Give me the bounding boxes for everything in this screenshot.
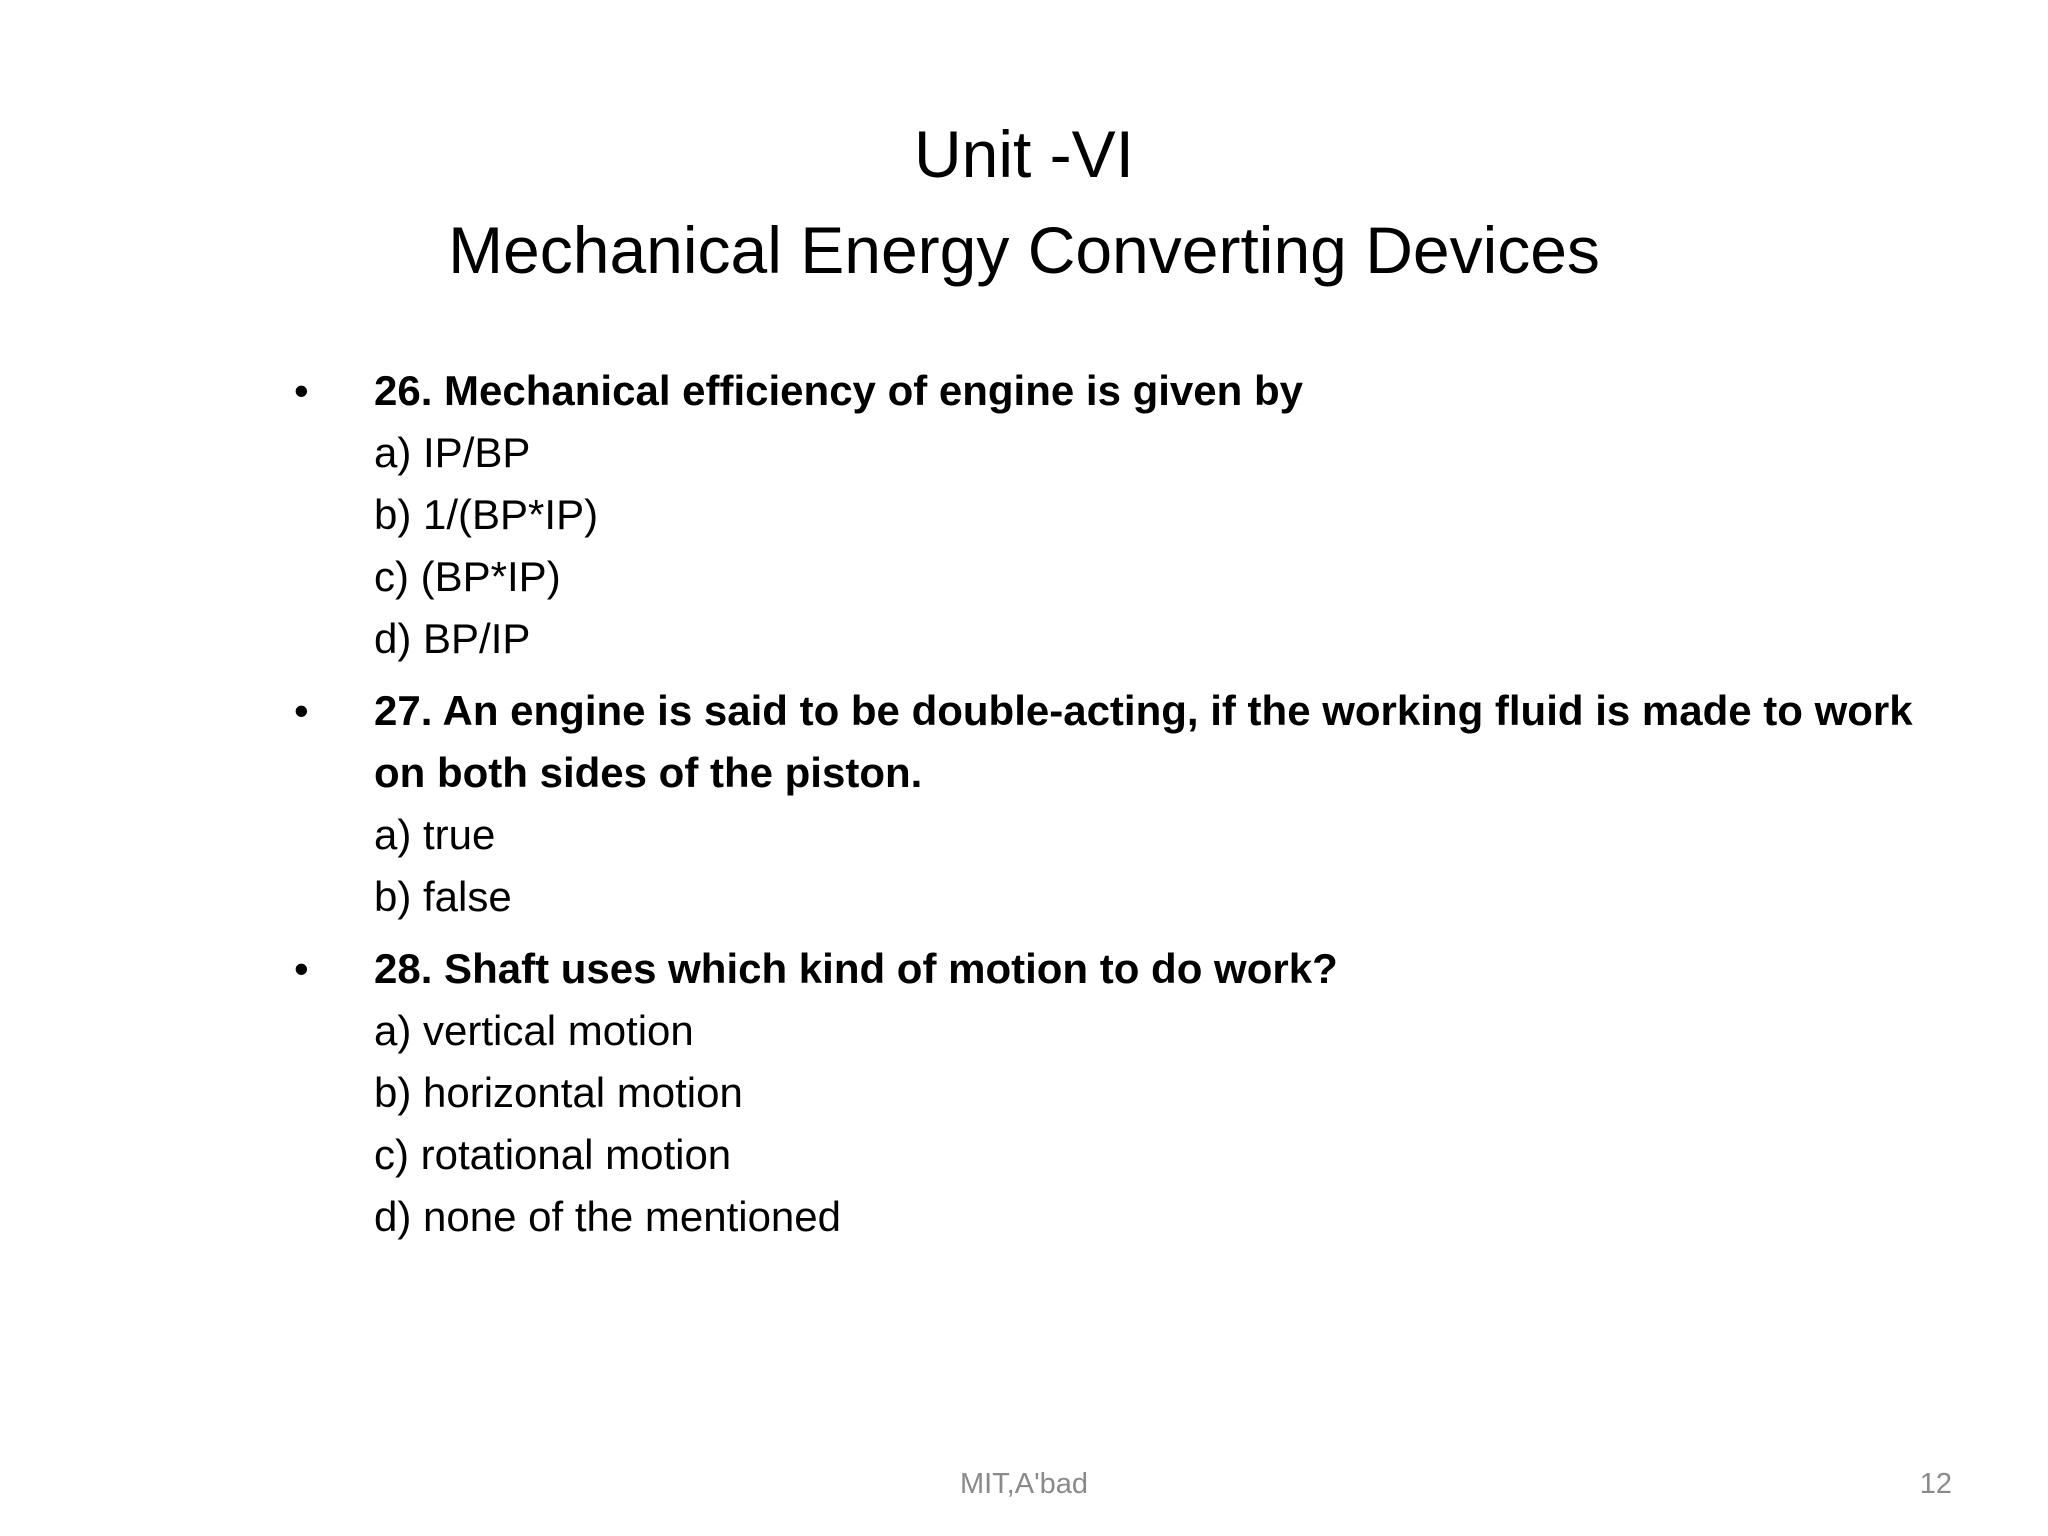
bullet-icon: • [294,687,309,734]
question-26 [290,360,1950,670]
bullet-icon: • [294,367,309,414]
question-text: 28. Shaft uses which kind of motion to do work? [374,945,1338,992]
question-28 [290,938,1950,1248]
option-b: b) 1/(BP*IP) [374,491,599,538]
title-topic: Mechanical Energy Converting Devices [448,213,1600,287]
slide-title [0,106,2048,298]
option-a: a) true [374,811,496,858]
question-list [290,360,1950,1258]
option-b: b) horizontal motion [374,1069,743,1116]
footer-institution: MIT,A'bad [959,1468,1089,1500]
option-b: b) false [374,873,512,920]
title-unit: Unit -VI [913,117,1135,191]
option-c: c) (BP*IP) [374,553,561,600]
question-text: 26. Mechanical efficiency of engine is given by [374,367,1303,414]
question-text: 27. An engine is said to be double-acting, if the working fluid is made to work on both sides of the piston. [374,687,1913,796]
option-a: a) IP/BP [374,429,531,476]
bullet-icon: • [294,945,309,992]
option-a: a) vertical motion [374,1007,694,1054]
question-27 [290,680,1950,928]
option-d: d) none of the mentioned [374,1193,842,1240]
slide-number: 12 [1919,1468,1952,1500]
option-c: c) rotational motion [374,1131,732,1178]
option-d: d) BP/IP [374,615,531,662]
